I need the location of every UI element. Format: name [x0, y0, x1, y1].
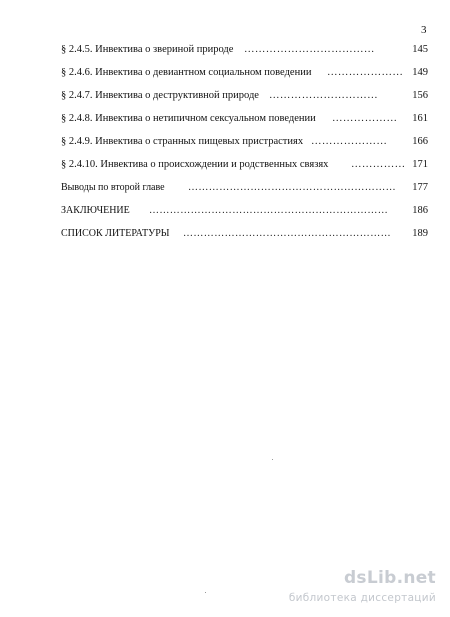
toc-entry: [61, 135, 428, 149]
toc-leader-dots: ……………: [351, 159, 406, 170]
toc-entry-page: 149: [412, 67, 428, 78]
toc-entry-page: 161: [412, 113, 428, 124]
toc-entry-title: § 2.4.5. Инвектива о звериной природе: [61, 44, 234, 55]
toc-entry: [61, 204, 428, 218]
toc-entry-page: 186: [412, 205, 428, 216]
toc-entry-title: ЗАКЛЮЧЕНИЕ: [61, 205, 130, 216]
toc-entry-page: 145: [412, 44, 428, 55]
watermark-subtitle: библиотека диссертаций: [288, 592, 436, 604]
toc-leader-dots: ……………………………………………………: [183, 228, 391, 239]
toc-entry-title: § 2.4.7. Инвектива о деструктивной природе: [61, 90, 259, 101]
watermark-logo: dsLib.net: [343, 568, 436, 588]
toc-entry-page: 166: [412, 136, 428, 147]
toc-leader-dots: …………………: [327, 67, 404, 78]
page-number: 3: [421, 24, 427, 36]
toc-leader-dots: ………………: [332, 113, 398, 124]
toc-entry: [61, 158, 428, 172]
toc-entry-title: СПИСОК ЛИТЕРАТУРЫ: [61, 228, 170, 239]
toc-entry: [61, 89, 428, 103]
toc-entry-title: § 2.4.8. Инвектива о нетипичном сексуальном поведении: [61, 113, 316, 124]
toc-leader-dots: ……………………………………………………………: [149, 205, 389, 216]
toc-entry-page: 156: [412, 90, 428, 101]
scan-speck: [272, 459, 273, 460]
toc-entry: [61, 43, 428, 57]
toc-entry-title: § 2.4.6. Инвектива о девиантном социальном поведении: [61, 67, 312, 78]
toc-entry: [61, 227, 428, 241]
toc-entry: [61, 181, 428, 195]
toc-entry-title: § 2.4.10. Инвектива о происхождении и родственных связях: [61, 159, 329, 170]
toc-entry-page: 171: [412, 159, 428, 170]
toc-entry: [61, 66, 428, 80]
toc-leader-dots: …………………………: [269, 90, 378, 101]
toc-entry-title: Выводы по второй главе: [61, 182, 165, 193]
toc-leader-dots: ………………………………: [244, 44, 375, 55]
toc-entry-page: 177: [412, 182, 428, 193]
toc-leader-dots: ……………………………………………………: [188, 182, 396, 193]
toc-entry: [61, 112, 428, 126]
toc-entry-title: § 2.4.9. Инвектива о странных пищевых пристрастиях: [61, 136, 304, 147]
toc-leader-dots: …………………: [311, 136, 388, 147]
toc-entry-page: 189: [412, 228, 428, 239]
scan-speck: [205, 592, 206, 593]
watermark: [263, 568, 448, 610]
